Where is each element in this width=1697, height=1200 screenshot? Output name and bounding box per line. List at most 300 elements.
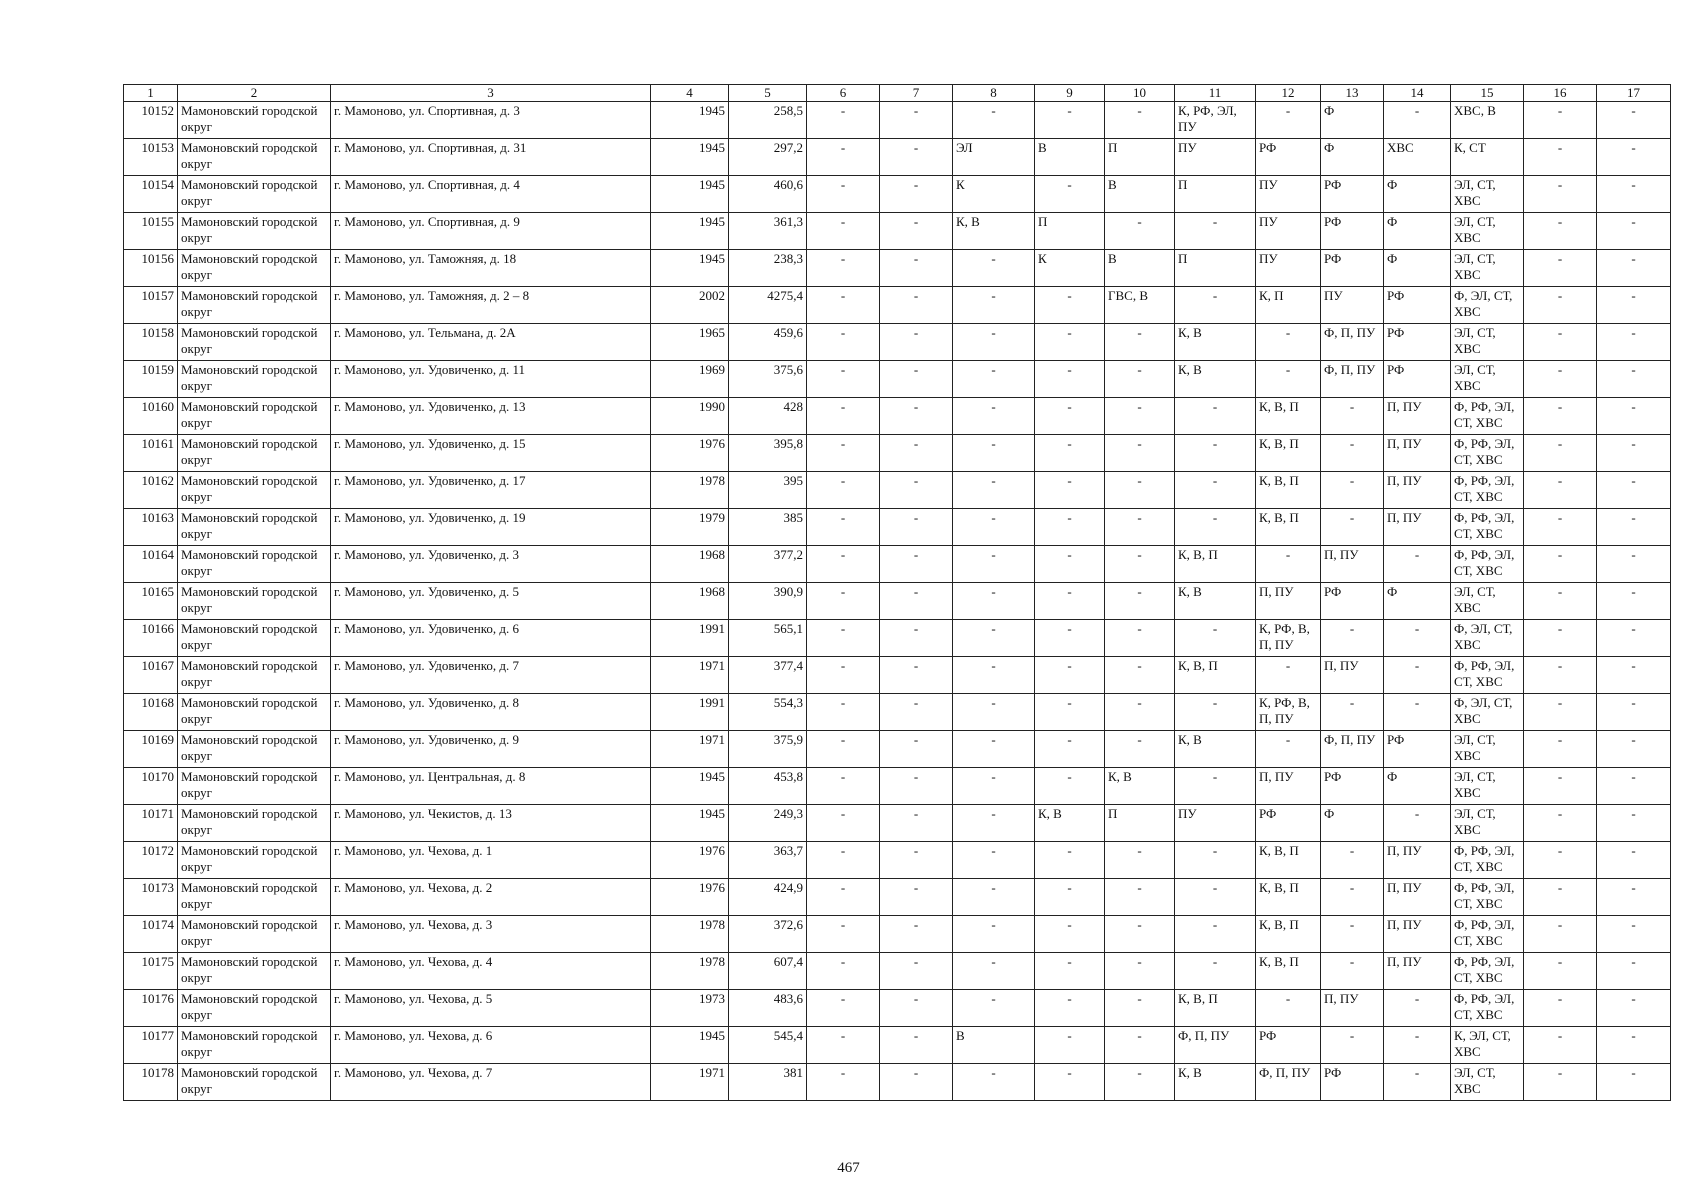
table-cell: 375,6 [729, 361, 807, 398]
table-cell: В [1105, 176, 1175, 213]
table-cell: П, ПУ [1384, 435, 1451, 472]
table-cell: - [1597, 768, 1671, 805]
table-cell: 10174 [124, 916, 178, 953]
table-cell: - [953, 509, 1035, 546]
table-cell: - [1524, 250, 1597, 287]
table-cell: К, РФ, ЭЛ, ПУ [1175, 102, 1256, 139]
table-cell: - [1256, 324, 1321, 361]
table-row [124, 546, 1671, 583]
table-cell: 390,9 [729, 583, 807, 620]
table-cell: - [1175, 694, 1256, 731]
table-cell: 10156 [124, 250, 178, 287]
table-cell: - [807, 176, 880, 213]
table-cell: - [1384, 102, 1451, 139]
table-cell: ПУ [1256, 213, 1321, 250]
table-cell: г. Мамоново, ул. Спортивная, д. 9 [331, 213, 651, 250]
table-cell: - [953, 990, 1035, 1027]
table-cell: - [1321, 435, 1384, 472]
table-cell: г. Мамоново, ул. Таможняя, д. 2 – 8 [331, 287, 651, 324]
table-cell: - [1384, 694, 1451, 731]
table-cell: ЭЛ, СТ, ХВС [1451, 768, 1524, 805]
table-cell: - [1524, 361, 1597, 398]
table-cell: - [1524, 509, 1597, 546]
table-cell: - [1321, 953, 1384, 990]
column-header: 14 [1384, 85, 1451, 102]
table-cell: 428 [729, 398, 807, 435]
table-body [124, 102, 1671, 1101]
table-cell: 10176 [124, 990, 178, 1027]
table-cell: - [1256, 731, 1321, 768]
table-cell: П, ПУ [1384, 953, 1451, 990]
table-cell: Ф, РФ, ЭЛ, СТ, ХВС [1451, 398, 1524, 435]
table-cell: - [807, 916, 880, 953]
table-cell: - [1035, 657, 1105, 694]
table-cell: - [1035, 768, 1105, 805]
table-cell: ПУ [1175, 139, 1256, 176]
table-cell: - [1035, 1027, 1105, 1064]
table-cell: - [1597, 1027, 1671, 1064]
table-cell: Ф, РФ, ЭЛ, СТ, ХВС [1451, 879, 1524, 916]
table-cell: г. Мамоново, ул. Удовиченко, д. 3 [331, 546, 651, 583]
table-cell: ЭЛ, СТ, ХВС [1451, 1064, 1524, 1101]
table-cell: - [1105, 509, 1175, 546]
table-cell: ЭЛ, СТ, ХВС [1451, 731, 1524, 768]
table-cell: - [1035, 1064, 1105, 1101]
table-row [124, 139, 1671, 176]
table-cell: - [1597, 361, 1671, 398]
table-cell: - [1105, 583, 1175, 620]
table-cell: - [1035, 361, 1105, 398]
table-cell: П [1105, 805, 1175, 842]
table-cell: - [807, 805, 880, 842]
table-cell: 10163 [124, 509, 178, 546]
table-cell: РФ [1321, 583, 1384, 620]
table-cell: - [1256, 102, 1321, 139]
table-cell: П [1175, 176, 1256, 213]
table-cell: - [1175, 472, 1256, 509]
table-cell: - [1035, 731, 1105, 768]
table-cell: Ф [1384, 250, 1451, 287]
table-cell: - [1597, 620, 1671, 657]
table-cell: П [1105, 139, 1175, 176]
table-cell: - [1175, 398, 1256, 435]
table-cell: г. Мамоново, ул. Чехова, д. 7 [331, 1064, 651, 1101]
table-cell: - [1175, 953, 1256, 990]
table-cell: Мамоновский городской округ [178, 472, 331, 509]
table-cell: - [1524, 287, 1597, 324]
table-cell: г. Мамоново, ул. Чехова, д. 2 [331, 879, 651, 916]
table-cell: Ф [1321, 805, 1384, 842]
table-row [124, 842, 1671, 879]
table-cell: - [1175, 842, 1256, 879]
table-cell: 1971 [651, 657, 729, 694]
table-cell: - [807, 398, 880, 435]
table-cell: - [953, 805, 1035, 842]
table-cell: 381 [729, 1064, 807, 1101]
table-cell: - [807, 546, 880, 583]
column-header: 5 [729, 85, 807, 102]
table-cell: 1978 [651, 916, 729, 953]
column-header: 15 [1451, 85, 1524, 102]
table-cell: 10168 [124, 694, 178, 731]
table-cell: - [1524, 1027, 1597, 1064]
table-cell: - [1035, 583, 1105, 620]
table-cell: - [1524, 398, 1597, 435]
table-cell: - [807, 620, 880, 657]
table-cell: - [1597, 879, 1671, 916]
table-cell: - [1524, 620, 1597, 657]
table-cell: К, П [1256, 287, 1321, 324]
table-row [124, 953, 1671, 990]
table-cell: 10175 [124, 953, 178, 990]
table-cell: 1976 [651, 435, 729, 472]
table-cell: - [953, 842, 1035, 879]
table-cell: Мамоновский городской округ [178, 287, 331, 324]
table-cell: К, В, П [1175, 657, 1256, 694]
table-cell: - [1524, 583, 1597, 620]
table-cell: - [1524, 176, 1597, 213]
table-cell: - [807, 1027, 880, 1064]
table-cell: г. Мамоново, ул. Удовиченко, д. 17 [331, 472, 651, 509]
table-cell: - [1035, 879, 1105, 916]
table-cell: - [1597, 287, 1671, 324]
table-cell: РФ [1256, 1027, 1321, 1064]
table-row [124, 324, 1671, 361]
table-cell: - [1597, 398, 1671, 435]
table-cell: - [1321, 398, 1384, 435]
table-cell: 554,3 [729, 694, 807, 731]
table-cell: - [880, 287, 953, 324]
table-cell: РФ [1321, 1064, 1384, 1101]
table-cell: К, В [1105, 768, 1175, 805]
table-cell: - [880, 1027, 953, 1064]
table-cell: 10161 [124, 435, 178, 472]
table-cell: - [1105, 620, 1175, 657]
table-cell: - [953, 916, 1035, 953]
table-cell: - [1384, 1027, 1451, 1064]
table-cell: - [1105, 472, 1175, 509]
table-cell: - [953, 657, 1035, 694]
table-cell: - [880, 435, 953, 472]
table-cell: - [1175, 287, 1256, 324]
table-row [124, 398, 1671, 435]
table-cell: К, В, П [1256, 916, 1321, 953]
table-cell: г. Мамоново, ул. Удовиченко, д. 8 [331, 694, 651, 731]
table-row [124, 990, 1671, 1027]
table-cell: - [1524, 435, 1597, 472]
table-cell: - [1597, 324, 1671, 361]
table-cell: - [1321, 620, 1384, 657]
table-cell: К, В [1175, 324, 1256, 361]
table-cell: Мамоновский городской округ [178, 1064, 331, 1101]
table-cell: г. Мамоново, ул. Удовиченко, д. 11 [331, 361, 651, 398]
table-cell: 1969 [651, 361, 729, 398]
table-cell: - [1035, 324, 1105, 361]
table-cell: - [1105, 1064, 1175, 1101]
table-cell: Ф, П, ПУ [1256, 1064, 1321, 1101]
table-cell: ЭЛ, СТ, ХВС [1451, 250, 1524, 287]
table-cell: ХВС [1384, 139, 1451, 176]
table-cell: - [880, 990, 953, 1027]
table-cell: ПУ [1175, 805, 1256, 842]
table-cell: - [953, 287, 1035, 324]
table-cell: - [953, 768, 1035, 805]
table-cell: г. Мамоново, ул. Чехова, д. 5 [331, 990, 651, 1027]
table-cell: Мамоновский городской округ [178, 842, 331, 879]
table-cell: К, В, П [1175, 990, 1256, 1027]
table-cell: 10159 [124, 361, 178, 398]
table-cell: ЭЛ, СТ, ХВС [1451, 805, 1524, 842]
column-header: 16 [1524, 85, 1597, 102]
table-cell: - [1035, 842, 1105, 879]
table-cell: П, ПУ [1321, 990, 1384, 1027]
table-cell: - [807, 324, 880, 361]
table-cell: К [1035, 250, 1105, 287]
table-cell: РФ [1321, 768, 1384, 805]
table-cell: - [880, 102, 953, 139]
table-cell: Мамоновский городской округ [178, 1027, 331, 1064]
table-cell: 10178 [124, 1064, 178, 1101]
table-cell: Ф, РФ, ЭЛ, СТ, ХВС [1451, 546, 1524, 583]
table-cell: П, ПУ [1321, 546, 1384, 583]
table-cell: Ф, П, ПУ [1321, 324, 1384, 361]
table-cell: - [1597, 546, 1671, 583]
table-cell: - [1105, 213, 1175, 250]
table-cell: - [1597, 509, 1671, 546]
table-cell: - [1105, 324, 1175, 361]
table-cell: - [1105, 731, 1175, 768]
table-cell: - [1321, 916, 1384, 953]
table-cell: К [953, 176, 1035, 213]
table-row [124, 768, 1671, 805]
table-cell: - [880, 1064, 953, 1101]
table-cell: - [1524, 694, 1597, 731]
table-cell: - [953, 250, 1035, 287]
table-cell: - [1597, 176, 1671, 213]
table-cell: П, ПУ [1384, 398, 1451, 435]
table-cell: РФ [1384, 287, 1451, 324]
table-cell: 1968 [651, 546, 729, 583]
table-cell: К, В [953, 213, 1035, 250]
table-cell: 385 [729, 509, 807, 546]
table-cell: - [807, 250, 880, 287]
table-cell: Ф, П, ПУ [1321, 361, 1384, 398]
table-cell: РФ [1256, 139, 1321, 176]
table-cell: В [1035, 139, 1105, 176]
table-row [124, 731, 1671, 768]
table-cell: ЭЛ, СТ, ХВС [1451, 583, 1524, 620]
table-row [124, 250, 1671, 287]
table-cell: - [1321, 509, 1384, 546]
table-row [124, 435, 1671, 472]
table-cell: П [1035, 213, 1105, 250]
table-cell: 1945 [651, 805, 729, 842]
table-cell: - [1105, 102, 1175, 139]
table-cell: Ф, РФ, ЭЛ, СТ, ХВС [1451, 657, 1524, 694]
table-cell: - [1524, 213, 1597, 250]
table-cell: - [880, 694, 953, 731]
table-cell: 1945 [651, 176, 729, 213]
table-cell: Ф, П, ПУ [1175, 1027, 1256, 1064]
table-cell: К, ЭЛ, СТ, ХВС [1451, 1027, 1524, 1064]
table-cell: - [880, 768, 953, 805]
table-cell: - [1524, 990, 1597, 1027]
column-header: 1 [124, 85, 178, 102]
table-cell: - [1384, 990, 1451, 1027]
table-cell: 1976 [651, 842, 729, 879]
table-cell: - [1175, 509, 1256, 546]
table-cell: П [1175, 250, 1256, 287]
table-cell: Ф, П, ПУ [1321, 731, 1384, 768]
table-cell: - [1597, 583, 1671, 620]
table-cell: - [807, 842, 880, 879]
table-cell: 10172 [124, 842, 178, 879]
table-cell: К, В, П [1256, 472, 1321, 509]
table-cell: - [807, 990, 880, 1027]
table-cell: - [807, 768, 880, 805]
table-cell: ЭЛ [953, 139, 1035, 176]
table-cell: Мамоновский городской округ [178, 916, 331, 953]
register-table [123, 84, 1671, 1101]
table-cell: - [1175, 213, 1256, 250]
table-cell: - [807, 953, 880, 990]
table-cell: г. Мамоново, ул. Центральная, д. 8 [331, 768, 651, 805]
table-cell: - [953, 102, 1035, 139]
table-cell: - [880, 583, 953, 620]
table-cell: г. Мамоново, ул. Чехова, д. 3 [331, 916, 651, 953]
table-cell: - [1175, 916, 1256, 953]
table-cell: Ф [1321, 102, 1384, 139]
table-cell: - [1105, 842, 1175, 879]
table-cell: 1945 [651, 768, 729, 805]
table-cell: ПУ [1256, 250, 1321, 287]
table-cell: 363,7 [729, 842, 807, 879]
table-row [124, 657, 1671, 694]
table-cell: П, ПУ [1256, 583, 1321, 620]
table-cell: 459,6 [729, 324, 807, 361]
table-cell: Мамоновский городской округ [178, 953, 331, 990]
table-cell: РФ [1384, 361, 1451, 398]
table-cell: - [953, 694, 1035, 731]
table-cell: К, В, П [1175, 546, 1256, 583]
table-cell: 460,6 [729, 176, 807, 213]
table-cell: - [1035, 694, 1105, 731]
table-cell: - [880, 916, 953, 953]
table-cell: - [880, 213, 953, 250]
table-row [124, 694, 1671, 731]
table-cell: 1965 [651, 324, 729, 361]
table-cell: - [1175, 435, 1256, 472]
table-cell: - [1597, 953, 1671, 990]
table-row [124, 1027, 1671, 1064]
table-cell: г. Мамоново, ул. Удовиченко, д. 9 [331, 731, 651, 768]
table-cell: - [1035, 435, 1105, 472]
table-cell: - [1321, 879, 1384, 916]
table-cell: К, В, П [1256, 435, 1321, 472]
table-cell: - [1524, 472, 1597, 509]
table-cell: 2002 [651, 287, 729, 324]
table-cell: 4275,4 [729, 287, 807, 324]
table-cell: - [1175, 768, 1256, 805]
table-cell: - [807, 435, 880, 472]
table-cell: Мамоновский городской округ [178, 546, 331, 583]
table-cell: 361,3 [729, 213, 807, 250]
table-cell: г. Мамоново, ул. Чехова, д. 6 [331, 1027, 651, 1064]
table-cell: 377,2 [729, 546, 807, 583]
table-cell: 10170 [124, 768, 178, 805]
table-cell: Ф [1321, 139, 1384, 176]
table-cell: - [953, 731, 1035, 768]
column-header: 4 [651, 85, 729, 102]
table-cell: Ф, РФ, ЭЛ, СТ, ХВС [1451, 842, 1524, 879]
table-cell: Мамоновский городской округ [178, 879, 331, 916]
table-cell: - [880, 953, 953, 990]
table-cell: - [1175, 620, 1256, 657]
table-cell: - [807, 879, 880, 916]
table-cell: 249,3 [729, 805, 807, 842]
table-cell: - [1597, 657, 1671, 694]
table-cell: ЭЛ, СТ, ХВС [1451, 324, 1524, 361]
table-cell: - [807, 361, 880, 398]
table-row [124, 287, 1671, 324]
table-cell: 1978 [651, 472, 729, 509]
table-cell: г. Мамоново, ул. Удовиченко, д. 7 [331, 657, 651, 694]
table-row [124, 1064, 1671, 1101]
table-cell: - [953, 583, 1035, 620]
table-cell: - [880, 509, 953, 546]
table-cell: РФ [1256, 805, 1321, 842]
table-cell: - [953, 361, 1035, 398]
table-cell: РФ [1321, 213, 1384, 250]
table-cell: - [1105, 657, 1175, 694]
table-cell: - [953, 546, 1035, 583]
table-cell: - [807, 509, 880, 546]
table-row [124, 213, 1671, 250]
table-cell: - [1256, 546, 1321, 583]
table-cell: г. Мамоново, ул. Удовиченко, д. 6 [331, 620, 651, 657]
table-cell: 258,5 [729, 102, 807, 139]
table-cell: - [807, 1064, 880, 1101]
table-cell: - [807, 102, 880, 139]
table-cell: Мамоновский городской округ [178, 213, 331, 250]
table-cell: - [1524, 139, 1597, 176]
table-cell: - [1105, 879, 1175, 916]
column-header: 11 [1175, 85, 1256, 102]
table-cell: - [1321, 694, 1384, 731]
table-row [124, 472, 1671, 509]
table-cell: Мамоновский городской округ [178, 250, 331, 287]
table-cell: - [1597, 842, 1671, 879]
table-cell: Ф, РФ, ЭЛ, СТ, ХВС [1451, 953, 1524, 990]
table-cell: П, ПУ [1384, 509, 1451, 546]
table-cell: - [1524, 324, 1597, 361]
page-number: 467 [837, 1160, 860, 1176]
table-cell: Мамоновский городской округ [178, 176, 331, 213]
table-cell: - [1035, 287, 1105, 324]
table-cell: Мамоновский городской округ [178, 398, 331, 435]
table-cell: Мамоновский городской округ [178, 768, 331, 805]
table-cell: - [1524, 916, 1597, 953]
table-cell: П, ПУ [1384, 879, 1451, 916]
table-cell: 395 [729, 472, 807, 509]
table-cell: - [1105, 546, 1175, 583]
table-cell: - [880, 842, 953, 879]
table-cell: Ф, РФ, ЭЛ, СТ, ХВС [1451, 509, 1524, 546]
table-cell: - [1384, 1064, 1451, 1101]
table-cell: г. Мамоново, ул. Чехова, д. 1 [331, 842, 651, 879]
table-cell: 10164 [124, 546, 178, 583]
table-cell: - [880, 731, 953, 768]
